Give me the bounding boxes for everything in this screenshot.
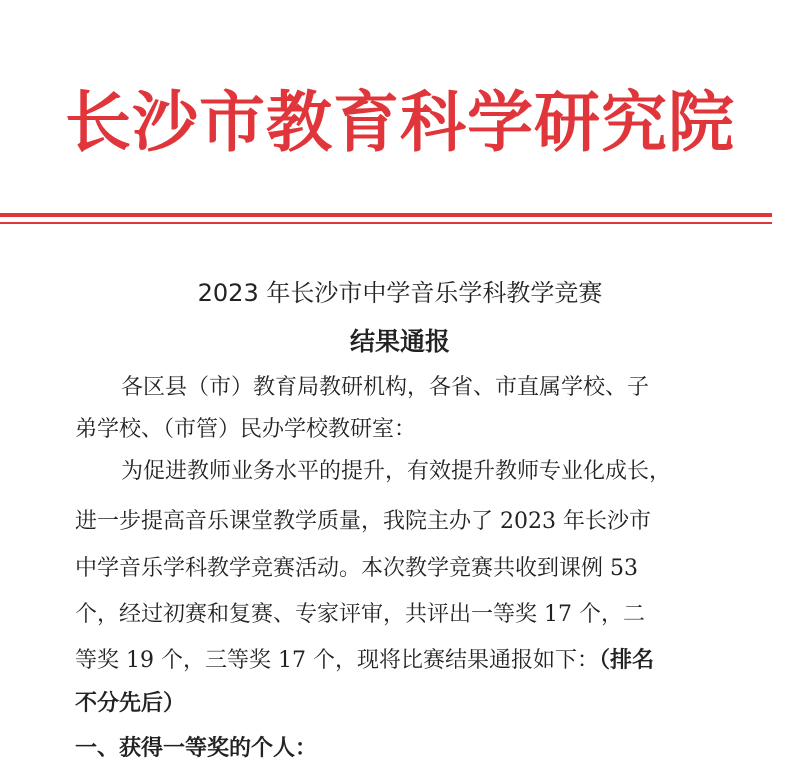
section1-heading: 一、获得一等奖的个人： (75, 736, 318, 761)
body-line2: 进一步提高音乐课堂教学质量，我院主办了 2023 年长沙市 (75, 509, 651, 534)
salutation-line2: 弟学校、（市管）民办学校教研室： (75, 417, 417, 442)
ranking-note-end: 不分先后） (75, 691, 186, 716)
body-line5-text: 等奖 19 个，三等奖 17 个，现将比赛结果通报如下： (75, 648, 599, 673)
body-line4: 个，经过初赛和复赛、专家评审，共评出一等奖 17 个，二 (75, 602, 645, 627)
body-line1: 为促进教师业务水平的提升，有效提升教师专业化成长， (121, 459, 672, 484)
letterhead-org-name: 长沙市教育科学研究院 (65, 83, 735, 161)
letterhead-thin-rule (0, 222, 772, 224)
body-line5 (75, 645, 654, 677)
notice-title-line1: 2023 年长沙市中学音乐学科教学竞赛 (197, 279, 603, 307)
ranking-note-start: （排名 (598, 648, 654, 673)
notice-title-line2: 结果通报 (349, 327, 450, 356)
body-line3: 中学音乐学科教学竞赛活动。本次教学竞赛共收到课例 53 (75, 556, 638, 581)
letterhead-thick-rule (0, 213, 772, 217)
salutation-line1: 各区县（市）教育局教研机构，各省、市直属学校、子 (121, 375, 650, 400)
